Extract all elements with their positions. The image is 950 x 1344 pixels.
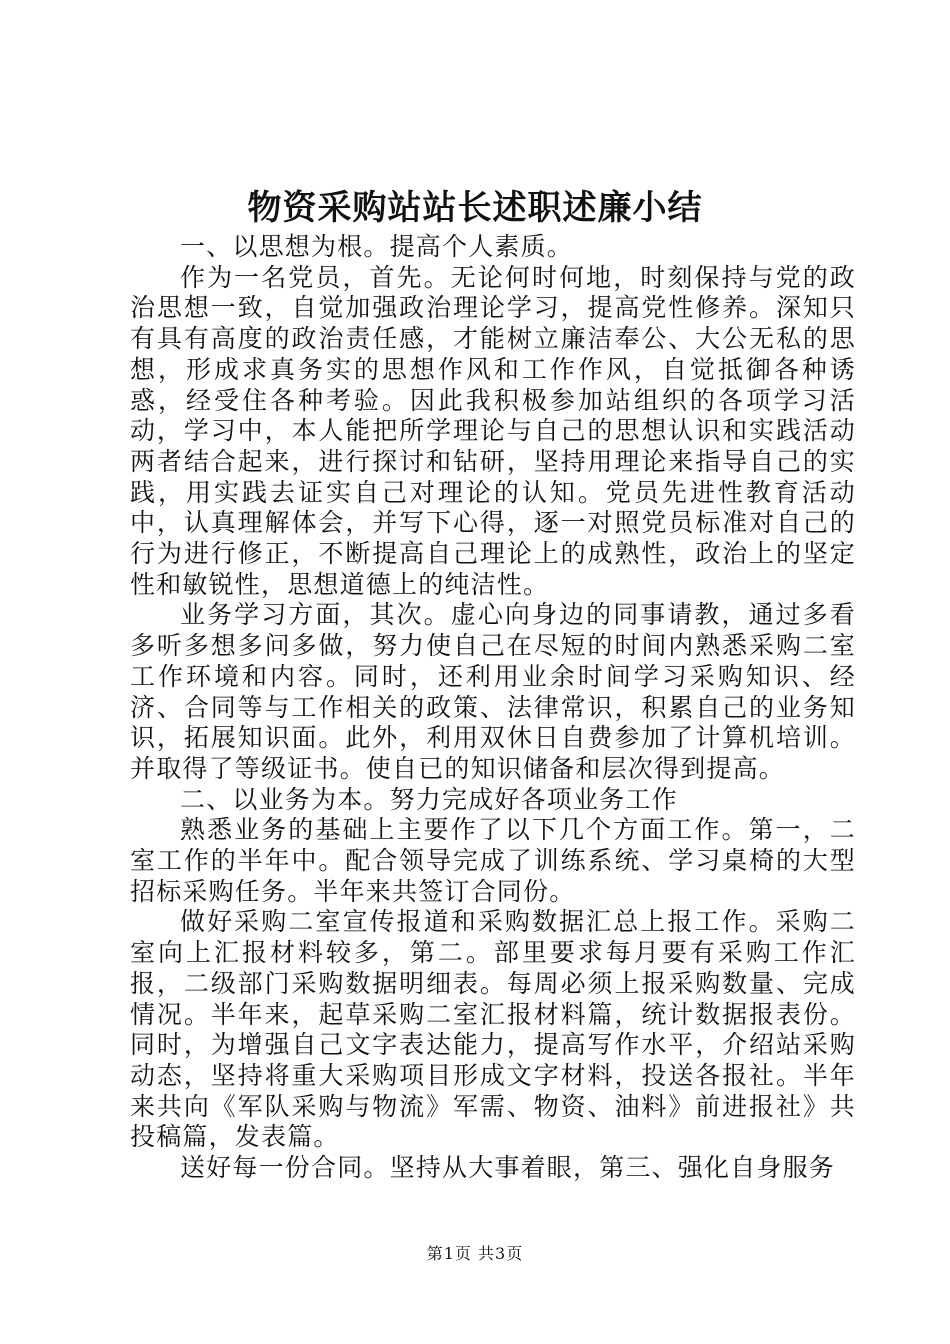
paragraph: 熟悉业务的基础上主要作了以下几个方面工作。第一，二室工作的半年中。配合领导完成了训练系统、学习桌椅的大型招标采购任务。半年来共签订合同份。 bbox=[130, 815, 856, 906]
document-title: 物资采购站站长述职述廉小结 bbox=[247, 188, 703, 228]
document-body bbox=[130, 232, 856, 1184]
paragraph: 作为一名党员，首先。无论何时何地，时刻保持与党的政治思想一致，自觉加强政治理论学习，提高党性修养。深知只有具有高度的政治责任感，才能树立廉洁奉公、大公无私的思想，形成求真务实的思想作风和工作作风，自觉抵御各种诱惑，经受住各种考验。因此我积极参加站组织的各项学习活动，学习中，本人能把所学理论与自己的思想认识和实践活动两者结合起来，进行探讨和钻研，坚持用理论来指导自己的实践，用实践去证实自己对理论的认知。党员先进性教育活动中，认真理解体会，并写下心得，逐一对照党员标准对自己的行为进行修正，不断提高自己理论上的成熟性，政治上的坚定性和敏锐性，思想道德上的纯洁性。 bbox=[130, 262, 856, 599]
page-footer: 第1页 共3页 bbox=[426, 1244, 524, 1263]
paragraph-heading-1: 一、以思想为根。提高个人素质。 bbox=[180, 232, 574, 261]
paragraph: 送好每一份合同。坚持从大事着眼，第三、强化自身服务 bbox=[180, 1153, 836, 1183]
paragraph-heading-2: 二、以业务为本。努力完成好各项业务工作 bbox=[180, 784, 678, 814]
paragraph: 做好采购二室宣传报道和采购数据汇总上报工作。采购二室向上汇报材料较多，第二。部里要求每月要有采购工作汇报，二级部门采购数据明细表。每周必须上报采购数量、完成情况。半年来，起草采购二室汇报材料篇，统计数据报表份。同时，为增强自己文字表达能力，提高写作水平，介绍站采购动态，坚持将重大采购项目形成文字材料，投送各报社。半年来共向《军队采购与物流》军需、物资、油料》前进报社》共投稿篇，发表篇。 bbox=[130, 907, 856, 1152]
paragraph: 业务学习方面，其次。虚心向身边的同事请教，通过多看多听多想多问多做，努力使自己在尽短的时间内熟悉采购二室工作环境和内容。同时，还利用业余时间学习采购知识、经济、合同等与工作相关的政策、法律常识，积累自己的业务知识，拓展知识面。此外，利用双休日自费参加了计算机培训。并取得了等级证书。使自已的知识储备和层次得到提高。 bbox=[130, 600, 856, 783]
